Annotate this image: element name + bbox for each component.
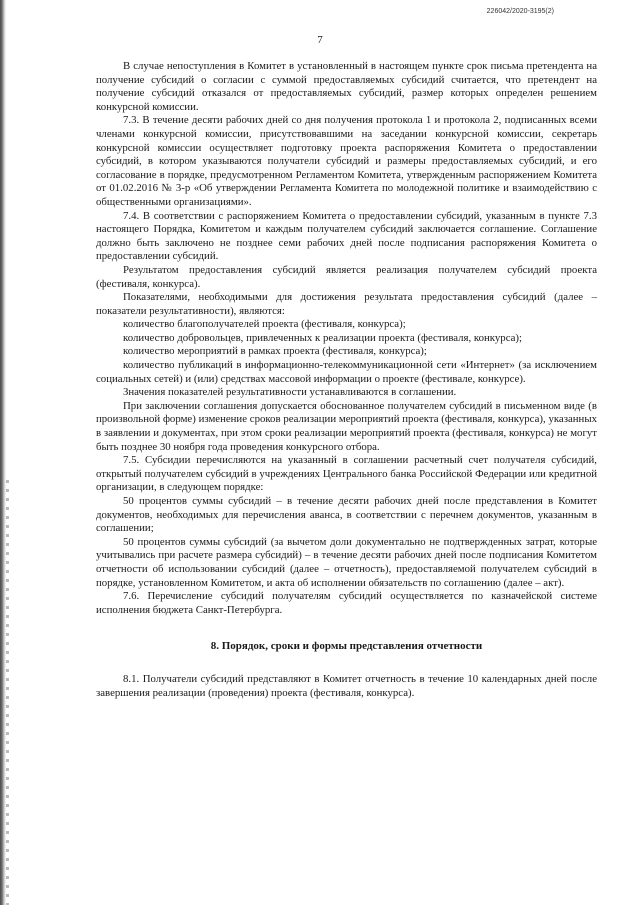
scan-edge-marks: [6, 480, 9, 905]
paragraph-refusal: В случае непоступления в Комитет в установленный в настоящем пункте срок письма претендента на получение субсидий о согласии с суммой предоставляемых субсидий считается, что претендент на получение субсидий отказался от предоставляемых субсидий, размер которых определен решением конкурсной комиссии.: [96, 60, 597, 113]
paragraph-final-50: 50 процентов суммы субсидий (за вычетом доли документально не подтвержденных затрат, которые учитывались при расчете размера субсидий) – в течение десяти рабочих дней после подписания Комитетом отчетности об использовании субсидий (далее – отчетность), предоставляемой получателем субсидий в порядке, установленном Комитетом, и акта об исполнении обязательств по соглашению (далее – акт).: [96, 535, 597, 589]
section-8-title: 8. Порядок, сроки и формы представления отчетности: [210, 640, 483, 653]
paragraph-advance-50: 50 процентов суммы субсидий – в течение десяти рабочих дней после представления в Комитет документов, необходимых для перечисления аванса, в соответствии с перечнем документов, указанным в соглашении;: [96, 495, 597, 535]
paragraph-result: Результатом предоставления субсидий является реализация получателем субсидий проекта (фестиваля, конкурса).: [96, 263, 597, 290]
indicator-publications: количество публикаций в информационно-телекоммуникационной сети «Интернет» (за исключением социальных сетей) и (или) средствах массовой информации о проекте (фестивале, конкурсе).: [96, 359, 597, 385]
indicator-events: количество мероприятий в рамках проекта (фестиваля, конкурса);: [123, 345, 427, 358]
paragraph-8-1: 8.1. Получатели субсидий представляют в Комитет отчетность в течение 10 календарных дней после завершения реализации (проведения) проекта (фестиваля, конкурса).: [96, 673, 597, 699]
indicator-volunteers: количество добровольцев, привлеченных к реализации проекта (фестиваля, конкурса);: [123, 331, 522, 344]
paragraph-indicators: Показателями, необходимыми для достижения результата предоставления субсидий (далее – показатели результативности), являются:: [96, 291, 597, 317]
document-registration-number: 226042/2020-3195(2): [486, 8, 554, 15]
page-number: 7: [317, 34, 323, 46]
document-body: [96, 60, 597, 701]
paragraph-7-3: 7.3. В течение десяти рабочих дней со дня получения протокола 1 и протокола 2, подписанных всеми членами конкурсной комиссии, присутствовавшими на заседании конкурсной комиссии, секретарь конкурсной комиссии осуществляет подготовку проекта распоряжения Комитета о предоставлении субсидий, в котором указываются получатели субсидий и размеры предоставляемых субсидий, и его согласование в порядке, предусмотренном Регламентом Комитета, утвержденным распоряжением Комитета от 01.02.2016 № 3-р «Об утверждении Регламента Комитета по молодежной политике и взаимодействию с общественными организациями».: [96, 114, 597, 208]
paragraph-7-5: 7.5. Субсидии перечисляются на указанный в соглашении расчетный счет получателя субсидий, открытый получателем субсидий в учреждениях Центрального банка Российской Федерации или кредитной организации, в следующем порядке:: [96, 454, 597, 494]
paragraph-deadline-change: При заключении соглашения допускается обоснованное получателем субсидий в письменном виде (в произвольной форме) изменение сроков реализации мероприятий проекта (фестиваля, конкурса), указанных в заявлении и документах, при этом сроки реализации мероприятий проекта (фестиваля, конкурса) не могут быть позднее 30 ноября года проведения конкурсного отбора.: [96, 399, 597, 453]
paragraph-7-4: 7.4. В соответствии с распоряжением Комитета о предоставлении субсидий, указанным в пункте 7.3 настоящего Порядка, Комитетом и каждым получателем субсидий заключается соглашение. Соглашение должно быть заключено не позднее семи рабочих дней после подписания распоряжения Комитета о предоставлении субсидий.: [96, 209, 597, 263]
paragraph-7-6: 7.6. Перечисление субсидий получателям субсидий осуществляется по казначейской системе исполнения бюджета Санкт-Петербурга.: [96, 590, 597, 616]
paragraph-indicator-values: Значения показателей результативности устанавливаются в соглашении.: [123, 386, 457, 399]
indicator-beneficiaries: количество благополучателей проекта (фестиваля, конкурса);: [123, 318, 406, 331]
